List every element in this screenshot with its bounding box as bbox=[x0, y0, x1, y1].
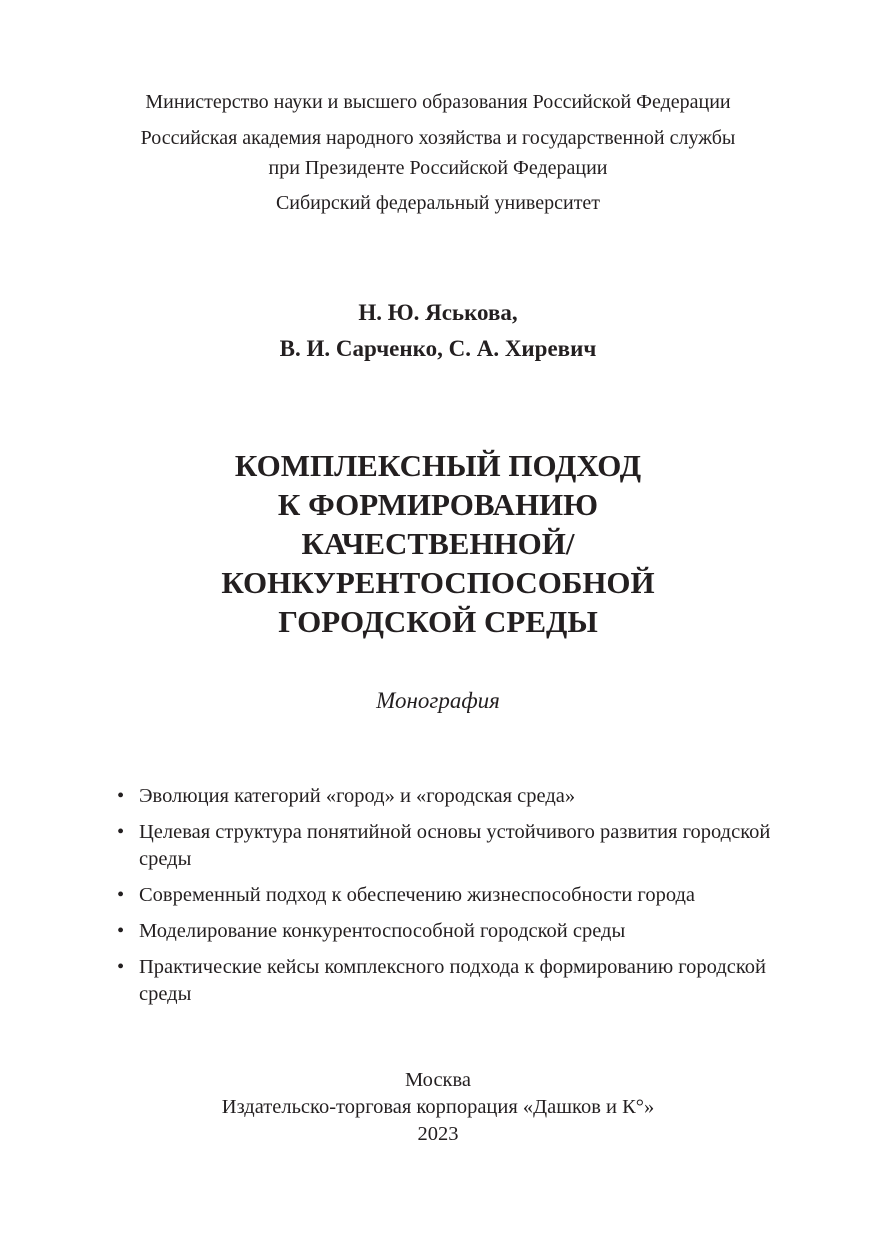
bullet-icon: • bbox=[117, 821, 125, 843]
book-title-line-3: КАЧЕСТВЕННОЙ/ bbox=[301, 526, 575, 561]
book-subtitle: Монография bbox=[376, 688, 500, 713]
university-block bbox=[0, 188, 876, 218]
academy-name-line2: при Президенте Российской Федерации bbox=[268, 157, 608, 179]
list-item bbox=[117, 783, 777, 810]
list-item-text: Моделирование конкурентоспособной городской среды bbox=[139, 920, 626, 942]
imprint-block bbox=[0, 1067, 876, 1148]
authors-line-2: В. И. Сарченко, С. А. Хиревич bbox=[279, 336, 597, 361]
book-title-line-1: КОМПЛЕКСНЫЙ ПОДХОД bbox=[234, 448, 642, 483]
book-title bbox=[0, 446, 876, 641]
list-item bbox=[117, 882, 777, 909]
list-item-text: Современный подход к обеспечению жизнеспособности города bbox=[139, 884, 696, 906]
academy-block bbox=[0, 123, 876, 183]
list-item-text: Практические кейсы комплексного подхода к формированию городской среды bbox=[139, 956, 767, 1005]
authors-line-1: Н. Ю. Яськова, bbox=[358, 300, 518, 325]
book-title-line-5: ГОРОДСКОЙ СРЕДЫ bbox=[278, 604, 598, 639]
list-item bbox=[117, 918, 777, 945]
ministry-name: Министерство науки и высшего образования Российской Федерации bbox=[145, 91, 731, 113]
imprint-year: 2023 bbox=[417, 1123, 459, 1145]
university-name: Сибирский федеральный университет bbox=[275, 192, 601, 214]
academy-name-line1: Российская академия народного хозяйства и государственной службы bbox=[140, 127, 736, 149]
list-item-text: Целевая структура понятийной основы устойчивого развития городской среды bbox=[139, 821, 771, 870]
imprint-publisher: Издательско-торговая корпорация «Дашков и К°» bbox=[221, 1096, 655, 1118]
list-item bbox=[117, 819, 777, 873]
book-title-line-2: К ФОРМИРОВАНИЮ bbox=[277, 487, 599, 522]
features-list bbox=[117, 783, 777, 1017]
imprint-city: Москва bbox=[404, 1069, 472, 1091]
ministry-block bbox=[0, 87, 876, 117]
list-item-text: Эволюция категорий «город» и «городская среда» bbox=[139, 785, 576, 807]
bullet-icon: • bbox=[117, 956, 125, 978]
book-title-line-4: КОНКУРЕНТОСПОСОБНОЙ bbox=[221, 565, 655, 600]
bullet-icon: • bbox=[117, 785, 125, 807]
list-item bbox=[117, 954, 777, 1008]
bullet-icon: • bbox=[117, 920, 125, 942]
authors-block bbox=[0, 295, 876, 367]
bullet-icon: • bbox=[117, 884, 125, 906]
